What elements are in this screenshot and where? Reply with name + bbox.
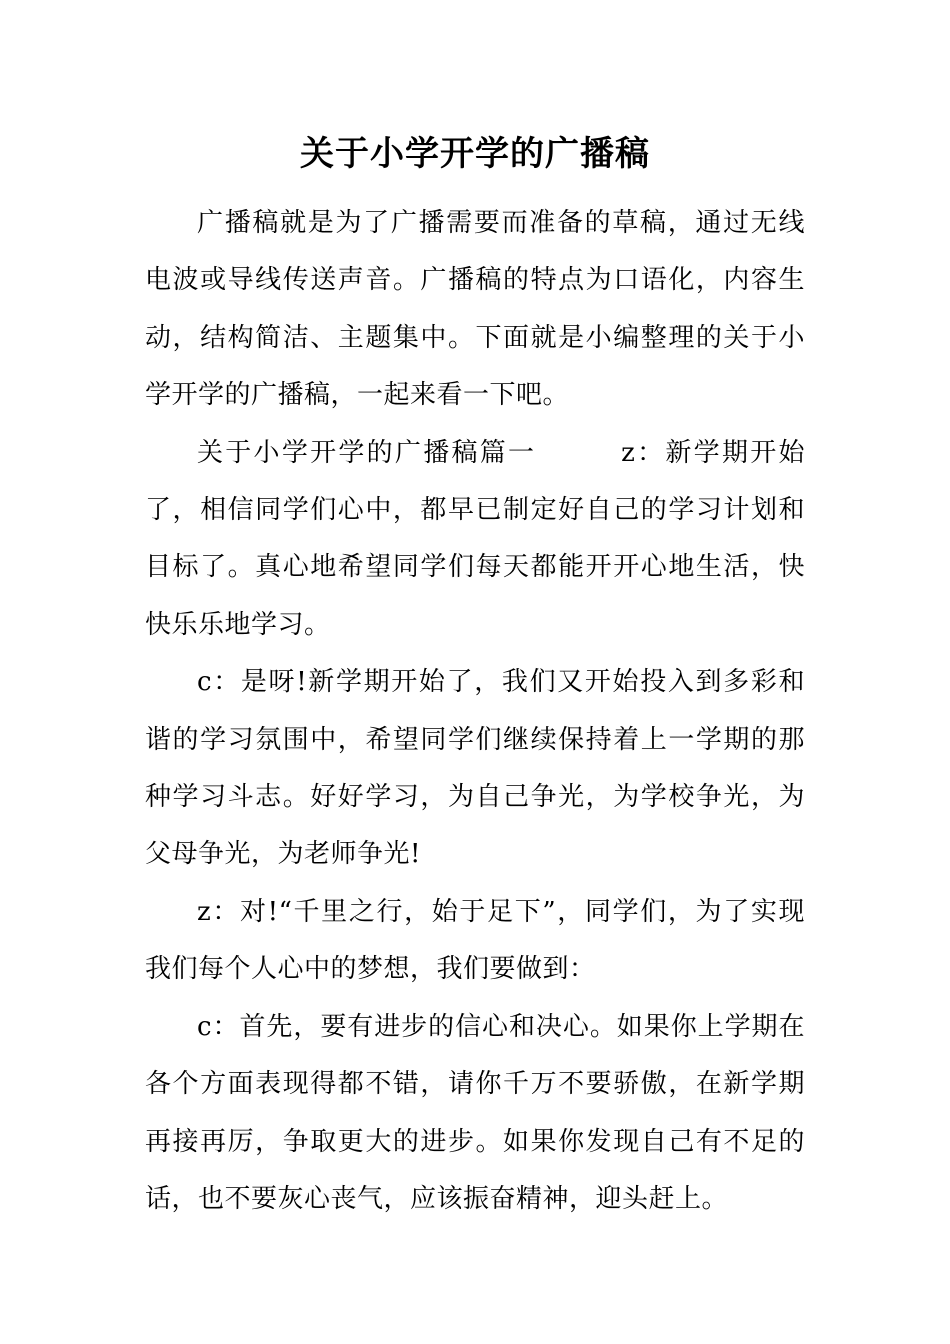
paragraph-part-one: 关于小学开学的广播稿篇一 z：新学期开始了，相信同学们心中，都早已制定好自己的学习计划和目标了。真心地希望同学们每天都能开开心地生活，快快乐乐地学习。 [145, 437, 805, 640]
paragraph-c-first: c：首先，要有进步的信心和决心。如果你上学期在各个方面表现得都不错，请你千万不要骄傲，在新学期再接再厉，争取更大的进步。如果你发现自己有不足的话，也不要灰心丧气，应该振奋精神，迎头赶上。 [145, 1011, 805, 1214]
document-title: 关于小学开学的广播稿 [300, 134, 650, 174]
paragraph-intro: 广播稿就是为了广播需要而准备的草稿，通过无线电波或导线传送声音。广播稿的特点为口语化，内容生动，结构简洁、主题集中。下面就是小编整理的关于小学开学的广播稿，一起来看一下吧。 [145, 208, 805, 411]
paragraph-z-reply: z：对!“千里之行，始于足下”，同学们，为了实现我们每个人心中的梦想，我们要做到： [145, 896, 805, 985]
paragraph-c-reply: c：是呀!新学期开始了，我们又开始投入到多彩和谐的学习氛围中，希望同学们继续保持着上一学期的那种学习斗志。好好学习，为自己争光，为学校争光，为父母争光，为老师争光! [145, 667, 805, 870]
document-body [145, 195, 805, 1228]
